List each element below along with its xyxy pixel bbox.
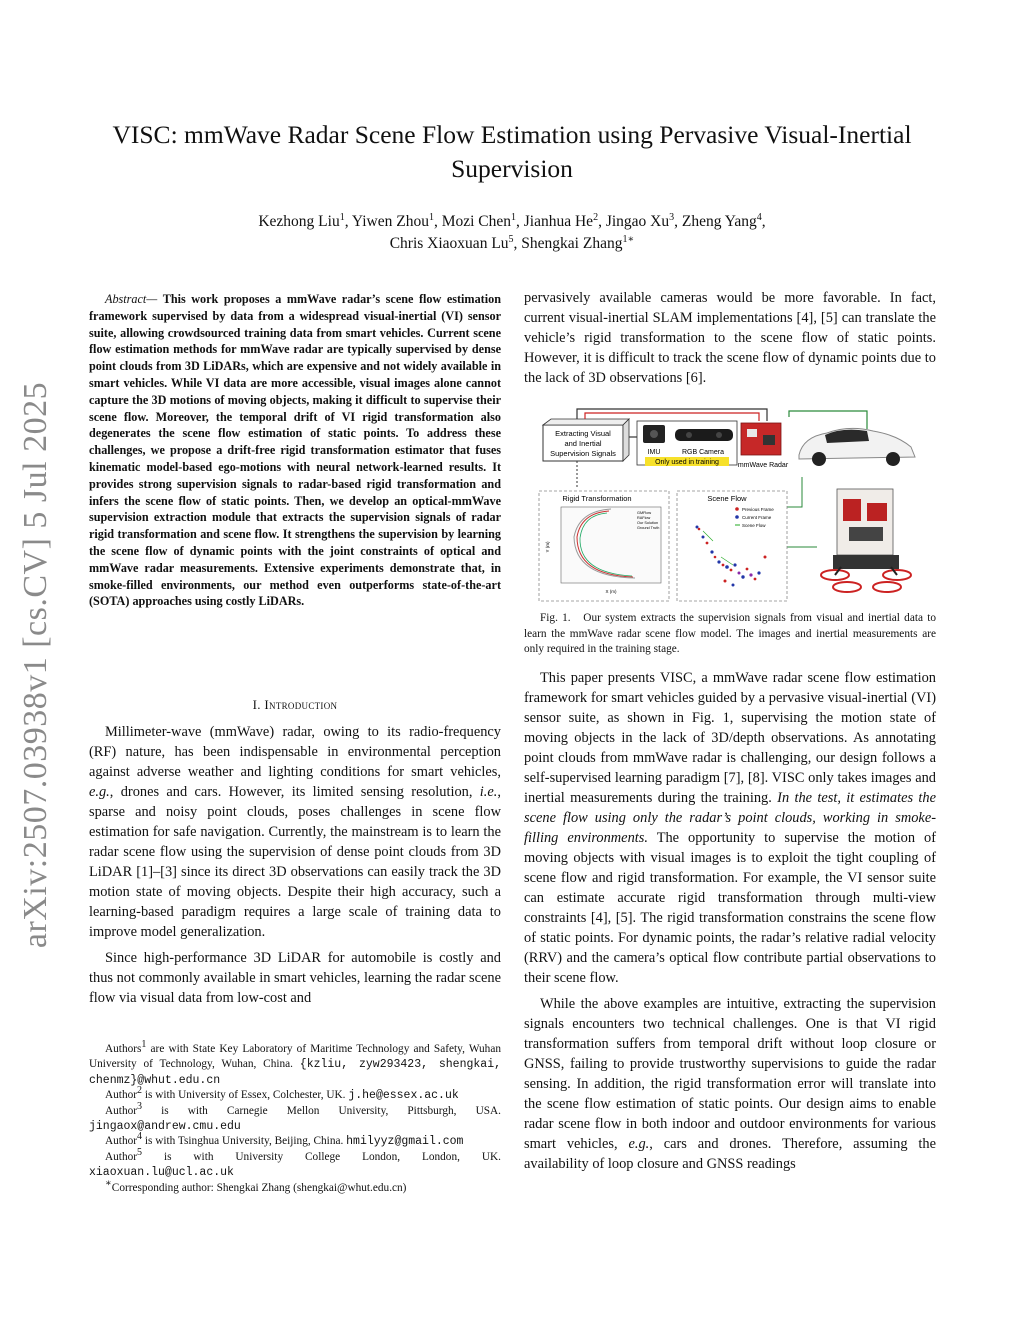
text-run: While the above examples are intuitive, extracting the supervision signals encounters two technical challenges. One is that VI rigid transformation suffers from temporal drift without loop closure or GNSS, failing to provide trustworthy supervisions to guide the radar sensing. In addition, the rigid transformation error will translate into the scene flow estimation of static points. Our design aims to enable radar scene flow in both indoor and outdoor environments for various smart vehicles, <box>524 996 936 1152</box>
paragraph: Since high-performance 3D LiDAR for automobile is costly and thus not commonly available in smart vehicles, learning the radar scene flow via visual data from low-cost and <box>89 950 501 1006</box>
author-name: Jingao Xu <box>605 213 670 230</box>
caption-label: Fig. 1. <box>540 612 571 624</box>
rgb-label: RGB Camera <box>681 449 725 456</box>
car-wheel <box>812 452 826 466</box>
author-line-1 <box>80 211 944 233</box>
author-name: Mozi Chen <box>441 213 512 230</box>
legend-label: GMFlow <box>637 511 652 515</box>
x-axis-label: X (m) <box>605 589 617 594</box>
arxiv-stamp <box>10 381 62 949</box>
legend-marker <box>735 515 739 519</box>
abstract-label: Abstract <box>105 292 147 306</box>
radar-chip <box>747 429 757 437</box>
box-top <box>543 419 629 425</box>
author-sep: , <box>513 235 522 252</box>
legend-label: Our Solution <box>637 521 659 525</box>
author-sep: , <box>674 213 682 230</box>
box-label: Supervision Signals <box>550 449 616 458</box>
author-name: Jianhua He <box>523 213 594 230</box>
email[interactable]: xiaoxuan.lu@ucl.ac.uk <box>89 1166 234 1180</box>
paragraph <box>524 994 936 1174</box>
footnote <box>89 1100 501 1135</box>
text-run: This paper presents VISC, a mmWave radar scene flow estimation framework for smart vehicles guided by a pervasive visual-inertial (VI) sensor suite, as shown in Fig. 1, supervising the motion state of moving objects in the lack of 3D/depth observations. As annotating point clouds from mmWave radar is challenging, our design follows a self-supervised learning paradigm [7], [8]. VISC only takes images and inertial measurements during the training. <box>524 670 936 806</box>
caption-text: Our system extracts the supervision signals from visual and inertial data to learn the mmWave radar scene flow model. The images and inertial measurements are only required in the training stage. <box>524 612 936 655</box>
connector <box>787 477 802 507</box>
fn-pre: Author <box>105 1089 138 1102</box>
author-line-2 <box>80 233 944 255</box>
fn-text: is with University of Essex, Colchester, UK. <box>142 1089 349 1102</box>
paragraph: pervasively available cameras would be more favorable. In fact, current visual-inertial SLAM implementations [4], [5] can translate the vehicle’s rigid transformation to the scene flow of static points. However, it is difficult to track the scene flow of dynamic points due to the lack of 3D observations [6]. <box>524 290 936 386</box>
figure-1-caption <box>524 611 936 658</box>
fn-text: is with Tsinghua University, Beijing, China. <box>142 1135 347 1148</box>
author-affil: 3 <box>669 211 675 223</box>
footnotes <box>89 1039 501 1196</box>
author-affil: 1 <box>511 211 517 223</box>
box-side <box>623 419 629 461</box>
imu-lens <box>650 430 658 438</box>
box-label: Extracting Visual <box>555 429 611 438</box>
author-name: Zheng Yang <box>681 213 757 230</box>
section-number: I. <box>252 697 265 712</box>
sceneflow-title: Scene Flow <box>707 494 747 503</box>
legend-label: RAFlow <box>637 516 651 520</box>
text-run: The opportunity to supervise the motion of moving objects with visual images is to exploit the tight coupling of scene flow and rigid transformation. For example, the VI sensor suite can estimate accurate rigid transformation through multi-view constraints [4], [5]. The rigid transformation constrains the scene flow of static points. For dynamic points, the radar’s relative radial velocity (RRV) and the camera’s optical flow contribute partial observations to their scene flow. <box>524 830 937 986</box>
fn-pre: Author <box>105 1150 138 1163</box>
intro-left-body <box>89 722 501 1014</box>
author-affil: 1∗ <box>622 233 635 245</box>
email[interactable]: {kzliu, zyw293423, shengkai, chenmz}@whut.edu.cn <box>89 1058 501 1087</box>
text-run: i.e. <box>479 784 498 800</box>
legend-marker <box>735 507 739 511</box>
legend-label: Scene Flow <box>742 523 766 528</box>
author-affil: 5 <box>508 233 514 245</box>
fn-sup: 2 <box>137 1085 143 1097</box>
paragraph <box>524 668 936 988</box>
author-sep: , <box>344 213 352 230</box>
section-title: Introduction <box>264 697 338 712</box>
car-wheel <box>886 452 900 466</box>
paper-title: VISC: mmWave Radar Scene Flow Estimation using Pervasive Visual-Inertial Supervision <box>112 120 912 183</box>
section-heading-introduction <box>89 697 501 713</box>
author-sep: , <box>598 213 606 230</box>
fn-sup: 5 <box>137 1147 143 1159</box>
text-run: , drones and cars. However, its limited sensing resolution, <box>109 784 480 800</box>
intro-right-body <box>524 668 936 1180</box>
text-run: , sparse and noisy point clouds, poses challenges in scene flow estimation for safe navigation. Currently, the mainstream is to learn the radar scene flow using the supervision of dense point clouds from 3D LiDAR [1]–[3] since its direct 3D observations can easily track the 3D motion state of moving objects. Despite their high accuracy, such a learning-based paradigm requires a large scale of training data to improve model generalization. <box>89 784 501 940</box>
email[interactable]: jingaox@andrew.cmu.edu <box>89 1120 241 1134</box>
email[interactable]: hmilyyz@gmail.com <box>346 1135 464 1149</box>
email[interactable]: j.he@essex.ac.uk <box>348 1089 459 1103</box>
training-only-label: Only used in training <box>655 459 719 466</box>
box-label: and Inertial <box>564 439 602 448</box>
legend-label: Previous Frame <box>742 507 774 512</box>
legend-label: Current Frame <box>742 515 772 520</box>
author-name: Chris Xiaoxuan Lu <box>389 235 509 252</box>
author-affil: 4 <box>756 211 762 223</box>
text-run: e.g. <box>89 784 110 800</box>
abstract-text: This work proposes a mmWave radar’s scene flow estimation framework supervised by data from a widespread visual-inertial (VI) sensor suite, allowing crowdsourced training data from smart vehicles. Current scene flow estimation methods for mmWave radar are typically supervised by dense point clouds from 3D LiDARs, which are expensive and not widely available in smart vehicles. While VI data are more accessible, visual images alone cannot capture the 3D motions of moving objects, making it difficult to supervise their scene flow. Moreover, the temporal drift of VI rigid transformation also degenerates the scene flow estimation of static points. To address these challenges, we propose a drift-free rigid transformation estimator that fuses kinematic model-based ego-motions with neural network-learned results. It provides strong supervision signals to radar-based rigid transformation and infers the scene flow of static points. Then, we develop an optical-mmWave supervision extraction module that extracts the supervision signals of radar rigid transformation and scene flow. It strengthens the supervision by learning the scene flow of dynamic points with the joint constraints of optical and mmWave radar measurements. Extensive experiments demonstrate that, in smoke-filled environments, our method even outperforms state-of-the-art (SOTA) approaches using costly LiDARs. <box>89 292 501 609</box>
footnote <box>89 1039 501 1088</box>
arxiv-id: arXiv:2507.03938v1 [cs.CV] 5 Jul 2025 <box>17 381 54 949</box>
fn-sup: 4 <box>137 1131 143 1143</box>
camera-lens <box>716 432 722 438</box>
camera-lens <box>686 432 692 438</box>
footnote <box>89 1085 501 1103</box>
author-name: Shengkai Zhang <box>521 235 623 252</box>
author-sep: , <box>433 213 442 230</box>
imu-label: IMU <box>647 449 661 456</box>
fn-sup: 1 <box>141 1039 147 1051</box>
rgb-camera-icon <box>675 429 733 441</box>
fn-text: are with State Key Laboratory of Maritime Technology and Safety, Wuhan University of Technology, Wuhan, China. <box>89 1043 501 1071</box>
author-list <box>80 211 944 255</box>
fn-pre: Author <box>105 1104 138 1117</box>
author-sep: , <box>761 213 766 230</box>
text-run: Millimeter-wave (mmWave) radar, owing to its radio-frequency (RF) nature, has been indispensable in environmental perception against adverse weather and lighting conditions for smart vehicles, <box>89 724 501 780</box>
author-sep: , <box>516 213 524 230</box>
fn-text: is with Carnegie Mellon University, Pittsburgh, USA. <box>142 1104 501 1117</box>
figure-1 <box>537 407 929 605</box>
abstract <box>89 291 501 610</box>
text-run: e.g. <box>628 1136 650 1152</box>
footnote-corresponding <box>89 1177 501 1196</box>
footnote <box>89 1147 501 1181</box>
abstract-dash: — <box>146 292 163 306</box>
radar-chip <box>763 435 775 445</box>
footnote <box>89 1131 501 1149</box>
legend-label: Ground Truth <box>637 526 660 530</box>
author-affil: 1 <box>339 211 345 223</box>
fn-sup: ∗ <box>105 1177 112 1189</box>
fn-pre: Authors <box>105 1043 142 1055</box>
radar-label: mmWave Radar <box>737 462 789 469</box>
paragraph <box>89 722 501 942</box>
author-name: Kezhong Liu <box>258 213 340 230</box>
author-affil: 2 <box>593 211 599 223</box>
fn-sup: 3 <box>137 1100 143 1112</box>
text-run: In the test, it estimates the scene flow using only the radar’s point clouds, working in smoke-filling environments. <box>524 790 936 846</box>
author-affil: 1 <box>428 211 434 223</box>
intro-right-top <box>524 288 936 394</box>
rigid-title: Rigid Transformation <box>562 494 632 503</box>
fn-text: Corresponding author: Shengkai Zhang (shengkai@whut.edu.cn) <box>111 1181 407 1194</box>
fn-pre: Author <box>105 1135 138 1148</box>
arrow-icon <box>789 411 867 429</box>
text-run: , cars and drones. Therefore, assuming the availability of loop closure and GNSS readings <box>524 1136 936 1172</box>
author-name: Yiwen Zhou <box>351 213 429 230</box>
y-axis-label: Y (m) <box>545 541 550 553</box>
fn-text: is with University College London, London, UK. <box>142 1150 501 1163</box>
drone-icon <box>821 489 911 592</box>
